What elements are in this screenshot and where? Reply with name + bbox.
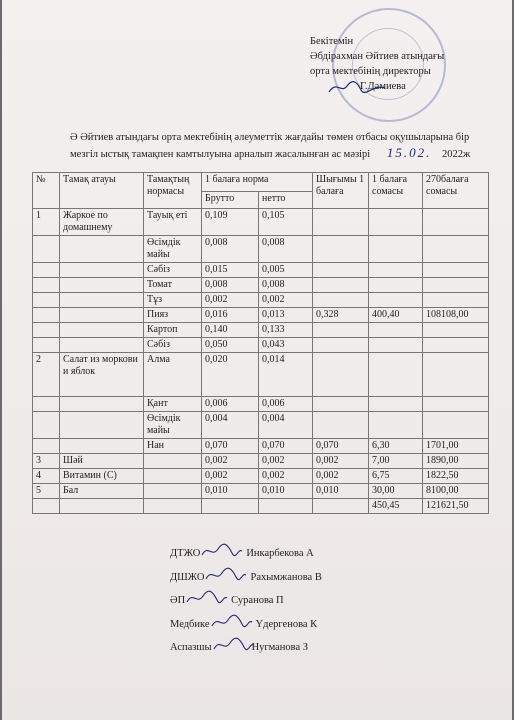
table-cell: Картоп (144, 323, 202, 338)
table-cell: Томат (144, 278, 202, 293)
title-text: Ә Әйтиев атындағы орта мектебінің әлеуметтік жағдайы төмен отбасы оқушыларына бір мезгіл ыстық тамақпен камтылуына арналып жасалынған ас мәзірі (70, 132, 470, 160)
table-cell: 0,004 (202, 412, 259, 439)
table-cell (144, 484, 202, 499)
table-cell (60, 338, 144, 353)
table-cell (313, 236, 369, 263)
table-cell (60, 308, 144, 323)
table-row (33, 397, 489, 412)
header-sum-one: 1 балаға сомасы (369, 173, 423, 209)
table-row (33, 209, 489, 236)
table-cell: Өсімдік майы (144, 412, 202, 439)
header-norms: Тамақтың нормасы (144, 173, 202, 209)
table-cell: 0,014 (259, 353, 313, 397)
signature-line (170, 585, 322, 609)
signature-mark (204, 562, 250, 586)
table-cell (369, 263, 423, 278)
approval-line-2: Әбдірахман Әйтиев атындағы (310, 51, 445, 62)
table-cell: Витамин (С) (60, 469, 144, 484)
table-cell (60, 439, 144, 454)
table-cell: 0,008 (202, 278, 259, 293)
table-cell (33, 278, 60, 293)
table-row (33, 308, 489, 323)
table-cell (423, 338, 489, 353)
table-cell (144, 469, 202, 484)
table-cell: 5 (33, 484, 60, 499)
table-cell: Нан (144, 439, 202, 454)
table-cell (423, 397, 489, 412)
table-cell: 1890,00 (423, 454, 489, 469)
table-cell: Тауық еті (144, 209, 202, 236)
table-cell (313, 263, 369, 278)
table-cell: Шәй (60, 454, 144, 469)
table-cell: 0,005 (259, 263, 313, 278)
table-cell: Жаркое по домашнему (60, 209, 144, 236)
signature-name: Рахымжанова В (250, 571, 322, 583)
signature-mark (200, 538, 246, 562)
header-no: № (33, 173, 60, 209)
signature-role: Аспазшы (170, 642, 212, 653)
table-cell: 0,109 (202, 209, 259, 236)
table-cell (423, 412, 489, 439)
table-cell: 0,004 (259, 412, 313, 439)
table-cell: 0,006 (259, 397, 313, 412)
table-cell: Сәбіз (144, 338, 202, 353)
table-cell (369, 209, 423, 236)
approval-line-3: орта мектебінің директоры (310, 66, 431, 77)
table-cell: 0,010 (202, 484, 259, 499)
signature-role: ӘП (170, 595, 186, 606)
table-row (33, 338, 489, 353)
header-netto: нетто (259, 192, 313, 209)
table-cell: 0,010 (313, 484, 369, 499)
table-row (33, 236, 489, 263)
table-cell (60, 263, 144, 278)
table-cell: 0,002 (259, 454, 313, 469)
table-cell (369, 353, 423, 397)
signature-line (170, 609, 322, 633)
table-cell (60, 323, 144, 338)
table-cell: 0,140 (202, 323, 259, 338)
table-cell: 0,328 (313, 308, 369, 323)
table-cell: 8100,00 (423, 484, 489, 499)
signature-name: Суранова П (231, 595, 284, 606)
table-cell (369, 236, 423, 263)
signature-name: Нугманова З (251, 642, 309, 653)
signature-line (170, 632, 322, 656)
table-cell (144, 454, 202, 469)
table-cell: 0,008 (259, 278, 313, 293)
table-cell: 0,015 (202, 263, 259, 278)
header-norm-per-child: 1 балаға норма (202, 173, 313, 192)
table-cell: 0,020 (202, 353, 259, 397)
total-row (33, 499, 489, 514)
table-cell: 0,002 (202, 293, 259, 308)
table-cell: 0,133 (259, 323, 313, 338)
table-cell: 0,006 (202, 397, 259, 412)
table-row (33, 439, 489, 454)
table-cell: 0,105 (259, 209, 313, 236)
table-cell (369, 338, 423, 353)
signatures-block (170, 538, 322, 656)
table-cell: 0,002 (259, 293, 313, 308)
table-cell: Қант (144, 397, 202, 412)
table-cell: 6,75 (369, 469, 423, 484)
table-cell (369, 323, 423, 338)
table-cell (423, 278, 489, 293)
table-cell: 0,002 (202, 454, 259, 469)
table-cell (60, 293, 144, 308)
table-cell (60, 236, 144, 263)
total-cell (259, 499, 313, 514)
table-cell: Бал (60, 484, 144, 499)
table-cell: 0,008 (259, 236, 313, 263)
total-cell (60, 499, 144, 514)
table-cell: 1 (33, 209, 60, 236)
table-cell (423, 293, 489, 308)
table-row (33, 293, 489, 308)
total-cell: 121621,50 (423, 499, 489, 514)
total-cell (313, 499, 369, 514)
table-cell (33, 263, 60, 278)
table-cell: 1822,50 (423, 469, 489, 484)
table-cell: 0,008 (202, 236, 259, 263)
table-cell (33, 439, 60, 454)
table-cell (33, 338, 60, 353)
menu-table (32, 172, 489, 514)
table-cell (369, 278, 423, 293)
table-cell: 0,002 (313, 469, 369, 484)
table-cell: 0,070 (259, 439, 313, 454)
table-cell: 0,050 (202, 338, 259, 353)
table-cell: Алма (144, 353, 202, 397)
header-sum-all: 270балаға сомасы (423, 173, 489, 209)
table-cell: 1701,00 (423, 439, 489, 454)
signature-name: Үдергенова К (255, 618, 318, 630)
signature-name: Инкарбекова А (246, 548, 314, 559)
table-cell (313, 397, 369, 412)
table-cell (313, 353, 369, 397)
table-cell (423, 263, 489, 278)
header-consumption: Шығымы 1 балаға (313, 173, 369, 209)
signature-role: ДТЖО (170, 548, 201, 559)
signature-line (170, 538, 322, 562)
document-title (70, 130, 490, 162)
table-cell: 0,070 (313, 439, 369, 454)
table-cell: Пияз (144, 308, 202, 323)
table-cell (423, 323, 489, 338)
table-row (33, 412, 489, 439)
signature-mark (185, 585, 231, 609)
table-cell: Сәбіз (144, 263, 202, 278)
table-cell: 7,00 (369, 454, 423, 469)
table-cell: Тұз (144, 293, 202, 308)
menu-table-body (33, 209, 489, 514)
table-cell: Салат из моркови и яблок (60, 353, 144, 397)
table-cell (33, 412, 60, 439)
table-cell: 0,002 (259, 469, 313, 484)
table-cell (369, 397, 423, 412)
table-cell (313, 209, 369, 236)
table-cell: 0,070 (202, 439, 259, 454)
table-cell: 6,30 (369, 439, 423, 454)
signature-mark (210, 609, 256, 633)
table-row (33, 323, 489, 338)
table-cell: 4 (33, 469, 60, 484)
table-cell (313, 278, 369, 293)
total-cell (33, 499, 60, 514)
table-cell (313, 338, 369, 353)
table-cell (423, 353, 489, 397)
menu-date: 15.02. (386, 145, 432, 160)
table-cell: 2 (33, 353, 60, 397)
table-cell (33, 308, 60, 323)
table-cell (369, 412, 423, 439)
signature-role: Медбике (170, 618, 210, 630)
approval-line-1: Бекітемін (310, 36, 354, 47)
table-row (33, 278, 489, 293)
table-cell (313, 412, 369, 439)
table-cell: 3 (33, 454, 60, 469)
table-cell (423, 236, 489, 263)
table-row (33, 263, 489, 278)
table-cell (60, 412, 144, 439)
table-row (33, 353, 489, 397)
table-cell: 108108,00 (423, 308, 489, 323)
table-cell: 0,010 (259, 484, 313, 499)
table-cell (60, 397, 144, 412)
table-cell: Өсімдік майы (144, 236, 202, 263)
table-cell: 0,043 (259, 338, 313, 353)
total-cell (144, 499, 202, 514)
table-cell: 0,002 (313, 454, 369, 469)
signature-line (170, 562, 322, 586)
table-row (33, 484, 489, 499)
director-name: Г.Дамиева (360, 81, 406, 92)
table-cell: 0,002 (202, 469, 259, 484)
table-row (33, 469, 489, 484)
table-cell: 0,016 (202, 308, 259, 323)
signature-mark (212, 632, 252, 656)
table-cell: 0,013 (259, 308, 313, 323)
table-row (33, 454, 489, 469)
table-cell (369, 293, 423, 308)
total-cell (202, 499, 259, 514)
table-cell (423, 209, 489, 236)
table-cell (33, 293, 60, 308)
signature-role: ДШЖО (170, 571, 205, 583)
document-sheet (2, 0, 512, 720)
table-cell (313, 293, 369, 308)
table-cell (33, 236, 60, 263)
director-signature (327, 78, 387, 96)
table-cell: 30,00 (369, 484, 423, 499)
table-cell (33, 323, 60, 338)
header-brutto: Брутто (202, 192, 259, 209)
table-cell (60, 278, 144, 293)
table-cell (33, 397, 60, 412)
header-food: Тамақ атауы (60, 173, 144, 209)
menu-year: 2022ж (441, 149, 471, 160)
total-cell: 450,45 (369, 499, 423, 514)
table-cell: 400,40 (369, 308, 423, 323)
table-cell (313, 323, 369, 338)
